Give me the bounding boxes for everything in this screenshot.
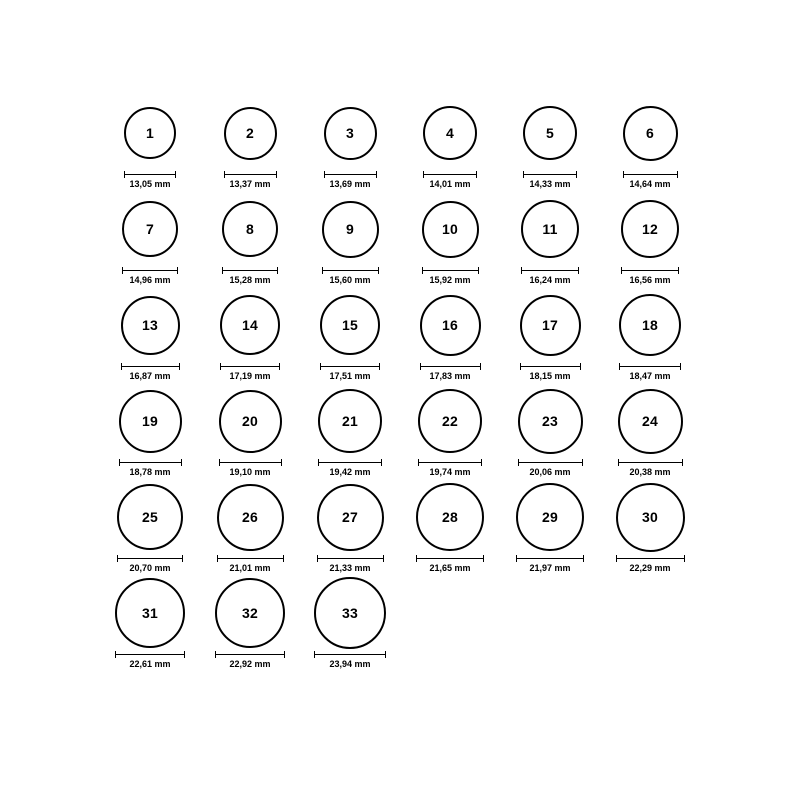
ring-diameter-label: 22,92 mm — [229, 659, 271, 669]
ring-circle-wrap — [420, 288, 481, 362]
ring-circle-wrap — [423, 96, 477, 170]
dimension-line-icon — [117, 555, 183, 562]
ring-size-cell — [200, 192, 300, 288]
ring-size-number: 18 — [642, 317, 658, 333]
ring-circle-wrap — [623, 96, 678, 170]
ring-diameter-label: 20,38 mm — [629, 467, 671, 477]
ring-circle-wrap — [317, 480, 384, 554]
ring-circle-wrap — [222, 192, 278, 266]
ring-diameter-label: 18,15 mm — [529, 371, 571, 381]
ring-size-cell — [200, 288, 300, 384]
dimension-line-icon — [219, 459, 282, 466]
ring-diameter-label: 13,37 mm — [229, 179, 271, 189]
dimension-line-icon — [215, 651, 285, 658]
ring-circle-wrap — [224, 96, 277, 170]
ring-size-cell — [100, 384, 200, 480]
dimension-line-icon — [317, 555, 384, 562]
dimension-line-icon — [416, 555, 484, 562]
dimension-line-icon — [616, 555, 685, 562]
ring-size-cell — [600, 480, 700, 576]
ring-diameter-label: 20,06 mm — [529, 467, 571, 477]
ring-circle-wrap — [619, 288, 681, 362]
ring-circle-icon — [119, 390, 182, 453]
ring-circle-icon — [314, 577, 386, 649]
ring-dimension — [623, 171, 678, 189]
dimension-line-icon — [224, 171, 277, 178]
ring-size-number: 32 — [242, 605, 258, 621]
ring-diameter-label: 21,01 mm — [229, 563, 271, 573]
ring-circle-wrap — [523, 96, 577, 170]
ring-size-cell — [500, 480, 600, 576]
ring-dimension — [520, 363, 581, 381]
ring-diameter-label: 15,60 mm — [329, 275, 371, 285]
ring-size-number: 7 — [146, 221, 154, 237]
ring-size-cell — [400, 288, 500, 384]
ring-dimension — [619, 363, 681, 381]
ring-size-number: 30 — [642, 509, 658, 525]
ring-circle-icon — [520, 295, 581, 356]
ring-diameter-label: 21,65 mm — [429, 563, 471, 573]
dimension-line-icon — [222, 267, 278, 274]
ring-dimension — [322, 267, 379, 285]
ring-circle-wrap — [318, 384, 382, 458]
ring-size-cell — [100, 192, 200, 288]
ring-diameter-label: 18,47 mm — [629, 371, 671, 381]
ring-diameter-label: 13,05 mm — [129, 179, 171, 189]
ring-dimension — [117, 555, 183, 573]
ring-circle-icon — [115, 578, 185, 648]
ring-diameter-label: 17,51 mm — [329, 371, 371, 381]
ring-size-cell — [300, 480, 400, 576]
ring-circle-icon — [215, 578, 285, 648]
dimension-line-icon — [324, 171, 377, 178]
ring-circle-icon — [320, 295, 380, 355]
ring-size-number: 10 — [442, 221, 458, 237]
ring-circle-icon — [117, 484, 183, 550]
ring-size-cell — [100, 288, 200, 384]
ring-size-number: 33 — [342, 605, 358, 621]
ring-circle-wrap — [418, 384, 482, 458]
ring-dimension — [418, 459, 482, 477]
ring-size-number: 16 — [442, 317, 458, 333]
ring-circle-wrap — [422, 192, 479, 266]
ring-diameter-label: 21,33 mm — [329, 563, 371, 573]
ring-dimension — [423, 171, 477, 189]
ring-size-cell — [500, 384, 600, 480]
ring-size-cell — [300, 96, 400, 192]
dimension-line-icon — [418, 459, 482, 466]
dimension-line-icon — [124, 171, 176, 178]
ring-circle-wrap — [215, 576, 285, 650]
ring-size-cell — [600, 288, 700, 384]
ring-size-number: 3 — [346, 125, 354, 141]
ring-diameter-label: 22,29 mm — [629, 563, 671, 573]
ring-size-number: 9 — [346, 221, 354, 237]
ring-size-number: 22 — [442, 413, 458, 429]
ring-diameter-label: 17,19 mm — [229, 371, 271, 381]
ring-diameter-label: 22,61 mm — [129, 659, 171, 669]
dimension-line-icon — [119, 459, 182, 466]
dimension-line-icon — [217, 555, 284, 562]
ring-size-cell — [600, 384, 700, 480]
ring-size-number: 14 — [242, 317, 258, 333]
ring-size-number: 15 — [342, 317, 358, 333]
ring-size-number: 31 — [142, 605, 158, 621]
ring-dimension — [523, 171, 577, 189]
ring-size-number: 8 — [246, 221, 254, 237]
ring-circle-icon — [217, 484, 284, 551]
dimension-line-icon — [521, 267, 579, 274]
ring-size-number: 28 — [442, 509, 458, 525]
ring-circle-wrap — [115, 576, 185, 650]
ring-circle-icon — [423, 106, 477, 160]
ring-size-number: 19 — [142, 413, 158, 429]
dimension-line-icon — [320, 363, 380, 370]
ring-dimension — [115, 651, 185, 669]
dimension-line-icon — [220, 363, 280, 370]
ring-circle-wrap — [324, 96, 377, 170]
ring-circle-icon — [420, 295, 481, 356]
ring-size-number: 27 — [342, 509, 358, 525]
dimension-line-icon — [122, 267, 178, 274]
dimension-line-icon — [623, 171, 678, 178]
ring-size-number: 5 — [546, 125, 554, 141]
ring-circle-icon — [324, 107, 377, 160]
ring-size-cell — [300, 192, 400, 288]
ring-dimension — [616, 555, 685, 573]
ring-size-cell — [600, 96, 700, 192]
ring-circle-wrap — [618, 384, 683, 458]
ring-size-number: 24 — [642, 413, 658, 429]
ring-diameter-label: 17,83 mm — [429, 371, 471, 381]
ring-size-cell — [500, 192, 600, 288]
dimension-line-icon — [121, 363, 180, 370]
ring-dimension — [222, 267, 278, 285]
ring-dimension — [215, 651, 285, 669]
ring-circle-icon — [416, 483, 484, 551]
ring-circle-icon — [220, 295, 280, 355]
ring-dimension — [518, 459, 583, 477]
ring-circle-wrap — [119, 384, 182, 458]
ring-circle-icon — [121, 296, 180, 355]
ring-circle-wrap — [219, 384, 282, 458]
ring-size-number: 21 — [342, 413, 358, 429]
ring-circle-icon — [317, 484, 384, 551]
ring-diameter-label: 16,56 mm — [629, 275, 671, 285]
ring-size-number: 17 — [542, 317, 558, 333]
ring-circle-icon — [122, 201, 178, 257]
ring-size-cell — [200, 96, 300, 192]
ring-size-number: 23 — [542, 413, 558, 429]
ring-diameter-label: 19,74 mm — [429, 467, 471, 477]
ring-circle-wrap — [121, 288, 180, 362]
ring-dimension — [618, 459, 683, 477]
ring-circle-wrap — [217, 480, 284, 554]
ring-circle-wrap — [320, 288, 380, 362]
ring-diameter-label: 16,87 mm — [129, 371, 171, 381]
ring-circle-wrap — [521, 192, 579, 266]
ring-diameter-label: 19,42 mm — [329, 467, 371, 477]
ring-circle-icon — [616, 483, 685, 552]
ring-dimension — [318, 459, 382, 477]
ring-size-cell — [300, 384, 400, 480]
ring-size-cell — [400, 192, 500, 288]
ring-size-number: 26 — [242, 509, 258, 525]
ring-dimension — [416, 555, 484, 573]
ring-circle-icon — [516, 483, 584, 551]
ring-size-number: 4 — [446, 125, 454, 141]
dimension-line-icon — [619, 363, 681, 370]
ring-diameter-label: 14,33 mm — [529, 179, 571, 189]
ring-size-number: 6 — [646, 125, 654, 141]
dimension-line-icon — [420, 363, 481, 370]
ring-size-grid — [100, 96, 700, 672]
ring-size-cell — [500, 96, 600, 192]
ring-circle-icon — [219, 390, 282, 453]
ring-circle-icon — [322, 201, 379, 258]
ring-dimension — [219, 459, 282, 477]
dimension-line-icon — [314, 651, 386, 658]
ring-circle-wrap — [416, 480, 484, 554]
ring-size-cell — [400, 480, 500, 576]
ring-size-number: 2 — [246, 125, 254, 141]
ring-dimension — [119, 459, 182, 477]
ring-dimension — [420, 363, 481, 381]
ring-size-number: 20 — [242, 413, 258, 429]
ring-diameter-label: 15,28 mm — [229, 275, 271, 285]
ring-size-number: 1 — [146, 125, 154, 141]
dimension-line-icon — [516, 555, 584, 562]
ring-size-cell — [200, 576, 300, 672]
ring-circle-wrap — [124, 96, 176, 170]
ring-circle-wrap — [314, 576, 386, 650]
ring-size-cell — [100, 480, 200, 576]
ring-circle-icon — [623, 106, 678, 161]
ring-dimension — [314, 651, 386, 669]
ring-diameter-label: 23,94 mm — [329, 659, 371, 669]
dimension-line-icon — [423, 171, 477, 178]
dimension-line-icon — [422, 267, 479, 274]
ring-circle-wrap — [520, 288, 581, 362]
ring-dimension — [122, 267, 178, 285]
ring-diameter-label: 14,64 mm — [629, 179, 671, 189]
ring-circle-icon — [224, 107, 277, 160]
ring-size-cell — [300, 288, 400, 384]
ring-size-cell — [600, 192, 700, 288]
ring-dimension — [121, 363, 180, 381]
ring-circle-wrap — [117, 480, 183, 554]
ring-circle-icon — [418, 389, 482, 453]
ring-size-cell — [200, 384, 300, 480]
ring-circle-icon — [222, 201, 278, 257]
dimension-line-icon — [618, 459, 683, 466]
ring-circle-icon — [422, 201, 479, 258]
ring-dimension — [124, 171, 176, 189]
ring-circle-icon — [618, 389, 683, 454]
dimension-line-icon — [621, 267, 679, 274]
ring-diameter-label: 16,24 mm — [529, 275, 571, 285]
ring-circle-icon — [621, 200, 679, 258]
ring-circle-icon — [124, 107, 176, 159]
ring-circle-wrap — [616, 480, 685, 554]
ring-size-cell — [200, 480, 300, 576]
ring-size-cell — [100, 576, 200, 672]
ring-circle-wrap — [621, 192, 679, 266]
ring-circle-icon — [318, 389, 382, 453]
dimension-line-icon — [523, 171, 577, 178]
ring-diameter-label: 18,78 mm — [129, 467, 171, 477]
ring-diameter-label: 20,70 mm — [129, 563, 171, 573]
ring-size-number: 11 — [542, 221, 558, 237]
ring-dimension — [516, 555, 584, 573]
ring-size-number: 29 — [542, 509, 558, 525]
ring-circle-wrap — [220, 288, 280, 362]
ring-size-number: 13 — [142, 317, 158, 333]
ring-circle-wrap — [322, 192, 379, 266]
ring-size-cell — [400, 384, 500, 480]
ring-diameter-label: 14,01 mm — [429, 179, 471, 189]
dimension-line-icon — [518, 459, 583, 466]
ring-dimension — [224, 171, 277, 189]
dimension-line-icon — [115, 651, 185, 658]
ring-dimension — [621, 267, 679, 285]
ring-diameter-label: 15,92 mm — [429, 275, 471, 285]
ring-size-cell — [500, 288, 600, 384]
ring-dimension — [317, 555, 384, 573]
ring-dimension — [521, 267, 579, 285]
dimension-line-icon — [520, 363, 581, 370]
ring-circle-icon — [523, 106, 577, 160]
ring-dimension — [217, 555, 284, 573]
ring-diameter-label: 14,96 mm — [129, 275, 171, 285]
ring-dimension — [422, 267, 479, 285]
ring-circle-icon — [619, 294, 681, 356]
ring-diameter-label: 13,69 mm — [329, 179, 371, 189]
ring-dimension — [320, 363, 380, 381]
ring-size-cell — [100, 96, 200, 192]
ring-size-cell — [400, 96, 500, 192]
ring-dimension — [324, 171, 377, 189]
ring-diameter-label: 21,97 mm — [529, 563, 571, 573]
dimension-line-icon — [318, 459, 382, 466]
ring-circle-icon — [518, 389, 583, 454]
ring-circle-wrap — [518, 384, 583, 458]
ring-size-number: 25 — [142, 509, 158, 525]
ring-circle-icon — [521, 200, 579, 258]
ring-circle-wrap — [516, 480, 584, 554]
ring-circle-wrap — [122, 192, 178, 266]
ring-diameter-label: 19,10 mm — [229, 467, 271, 477]
ring-dimension — [220, 363, 280, 381]
ring-size-cell — [300, 576, 400, 672]
dimension-line-icon — [322, 267, 379, 274]
ring-size-number: 12 — [642, 221, 658, 237]
